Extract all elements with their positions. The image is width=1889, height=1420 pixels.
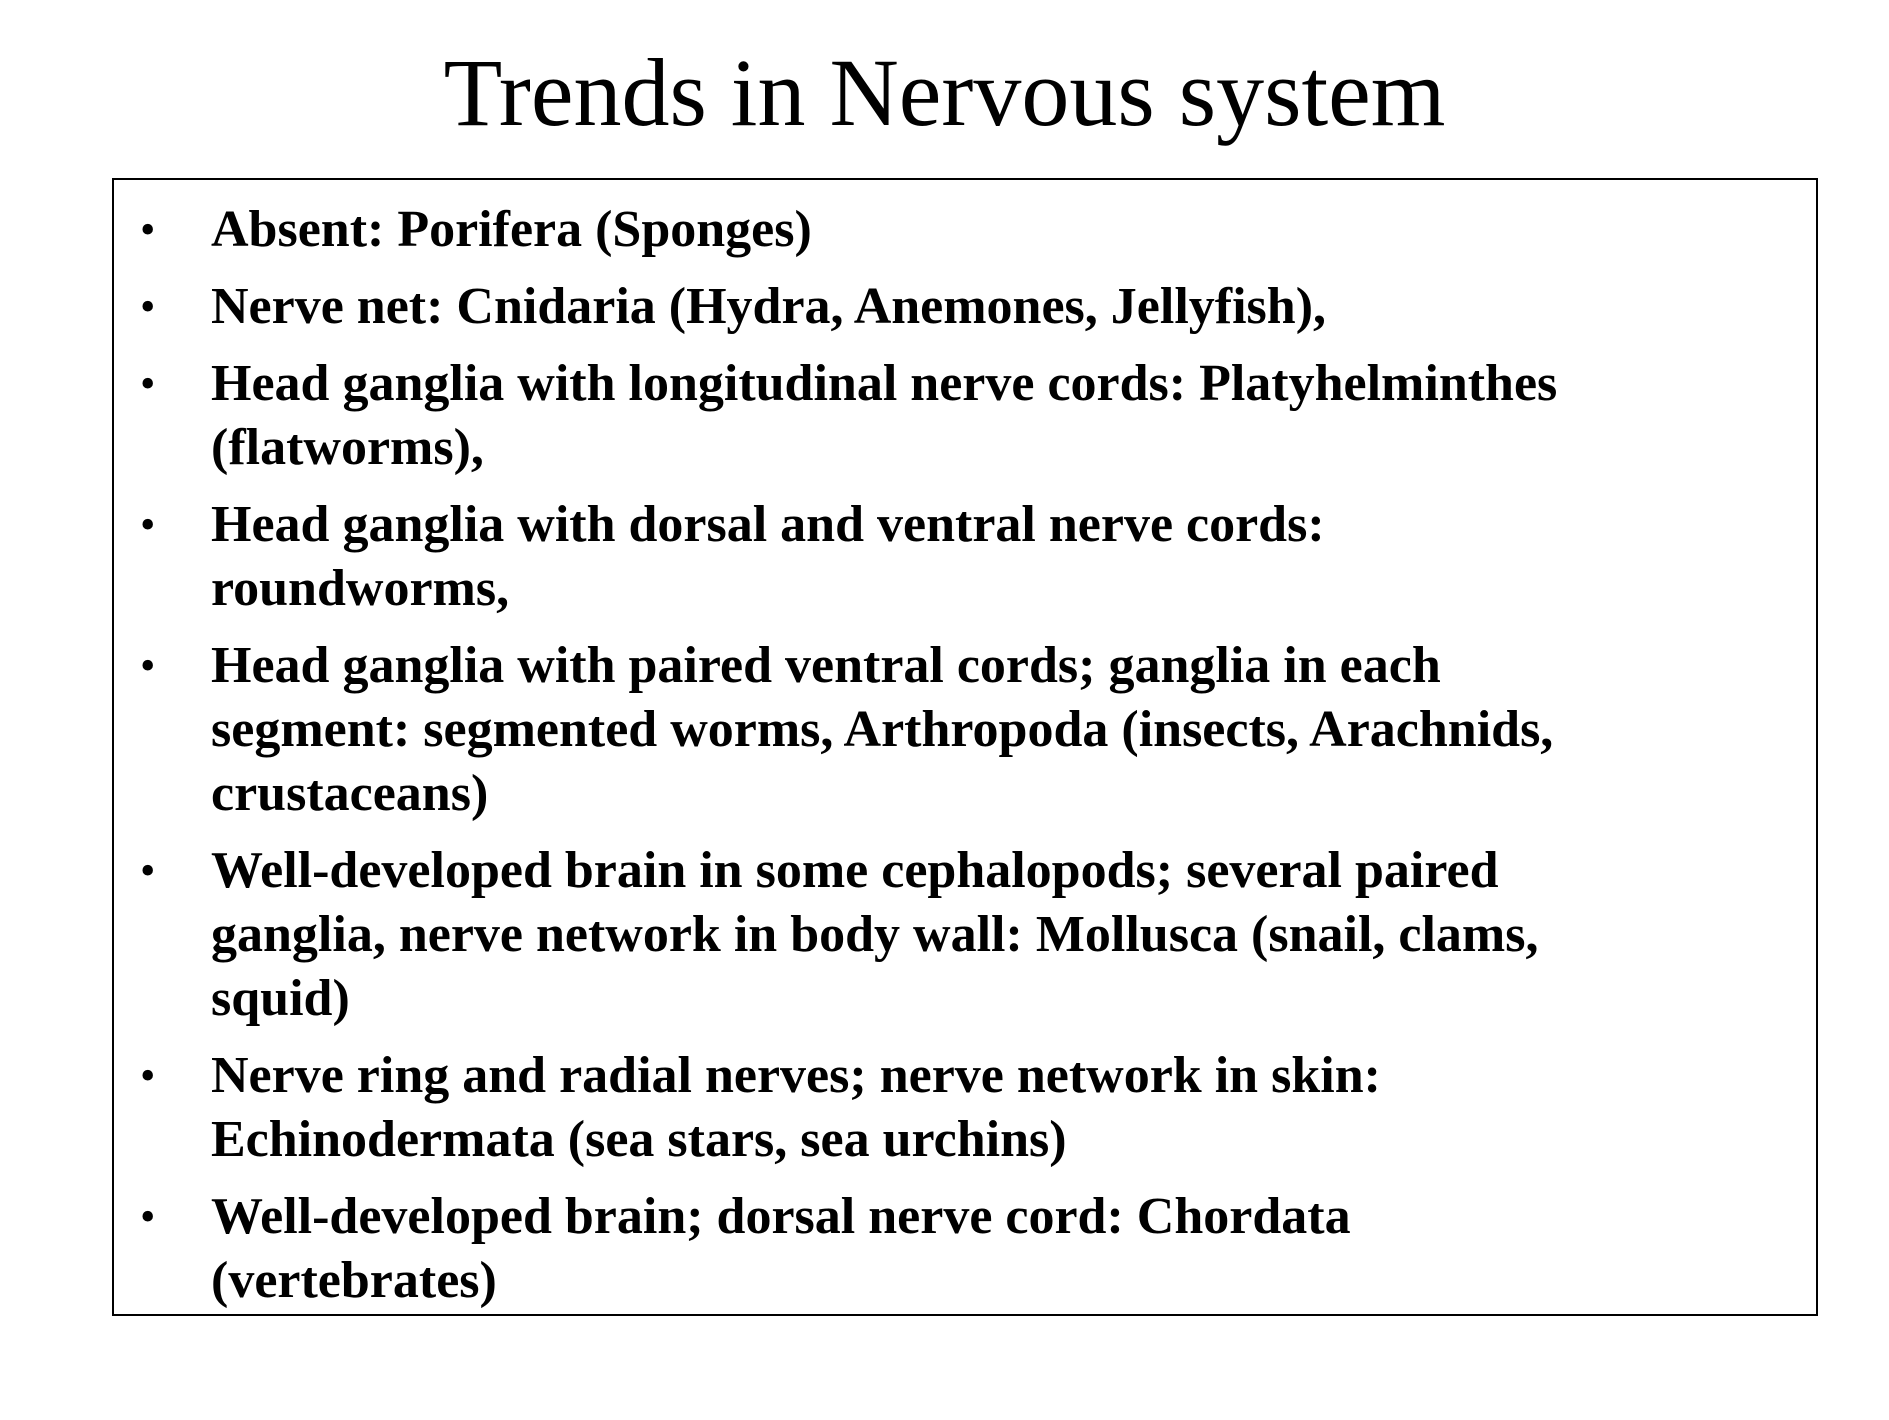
- bullet-line: Nerve ring and radial nerves; nerve network in skin:: [211, 1047, 1381, 1104]
- bullet-icon: •: [140, 500, 156, 549]
- bullet-line: Head ganglia with paired ventral cords; ganglia in each: [211, 637, 1441, 694]
- bullet-line: Well-developed brain; dorsal nerve cord: Chordata: [211, 1188, 1351, 1245]
- slide-title: Trends in Nervous system: [443, 39, 1446, 146]
- bullet-list: [114, 198, 1816, 1326]
- bullet-icon: •: [140, 846, 156, 895]
- bullet-line: Head ganglia with longitudinal nerve cords: Platyhelminthes: [211, 355, 1558, 412]
- bullet-item-arthropoda: [114, 634, 1816, 826]
- bullet-icon: •: [140, 641, 156, 690]
- bullet-icon: •: [140, 359, 156, 408]
- bullet-line: squid): [211, 970, 350, 1027]
- bullet-line: Nerve net: Cnidaria (Hydra, Anemones, Jellyfish),: [211, 278, 1327, 335]
- bullet-icon: •: [140, 1051, 156, 1100]
- bullet-line: Absent: Porifera (Sponges): [211, 201, 812, 258]
- bullet-line: Echinodermata (sea stars, sea urchins): [211, 1111, 1067, 1168]
- bullet-line: Well-developed brain in some cephalopods; several paired: [211, 842, 1499, 899]
- bullet-item-chordata: [114, 1185, 1816, 1313]
- bullet-line: (flatworms),: [211, 419, 484, 476]
- bullet-line: Head ganglia with dorsal and ventral nerve cords:: [211, 496, 1325, 553]
- bullet-icon: •: [140, 205, 156, 254]
- bullet-line: roundworms,: [211, 560, 510, 617]
- bullet-item-roundworms: [114, 493, 1816, 621]
- bullet-item-mollusca: [114, 839, 1816, 1031]
- content-box: [112, 178, 1818, 1316]
- bullet-line: crustaceans): [211, 765, 489, 822]
- bullet-item-absent: [114, 198, 1816, 262]
- bullet-item-nerve-net: [114, 275, 1816, 339]
- bullet-line: (vertebrates): [211, 1252, 497, 1309]
- bullet-icon: •: [140, 1192, 156, 1241]
- bullet-icon: •: [140, 282, 156, 331]
- bullet-item-platyhelminthes: [114, 352, 1816, 480]
- bullet-line: ganglia, nerve network in body wall: Mollusca (snail, clams,: [211, 906, 1539, 963]
- bullet-line: segment: segmented worms, Arthropoda (insects, Arachnids,: [211, 701, 1554, 758]
- bullet-item-echinodermata: [114, 1044, 1816, 1172]
